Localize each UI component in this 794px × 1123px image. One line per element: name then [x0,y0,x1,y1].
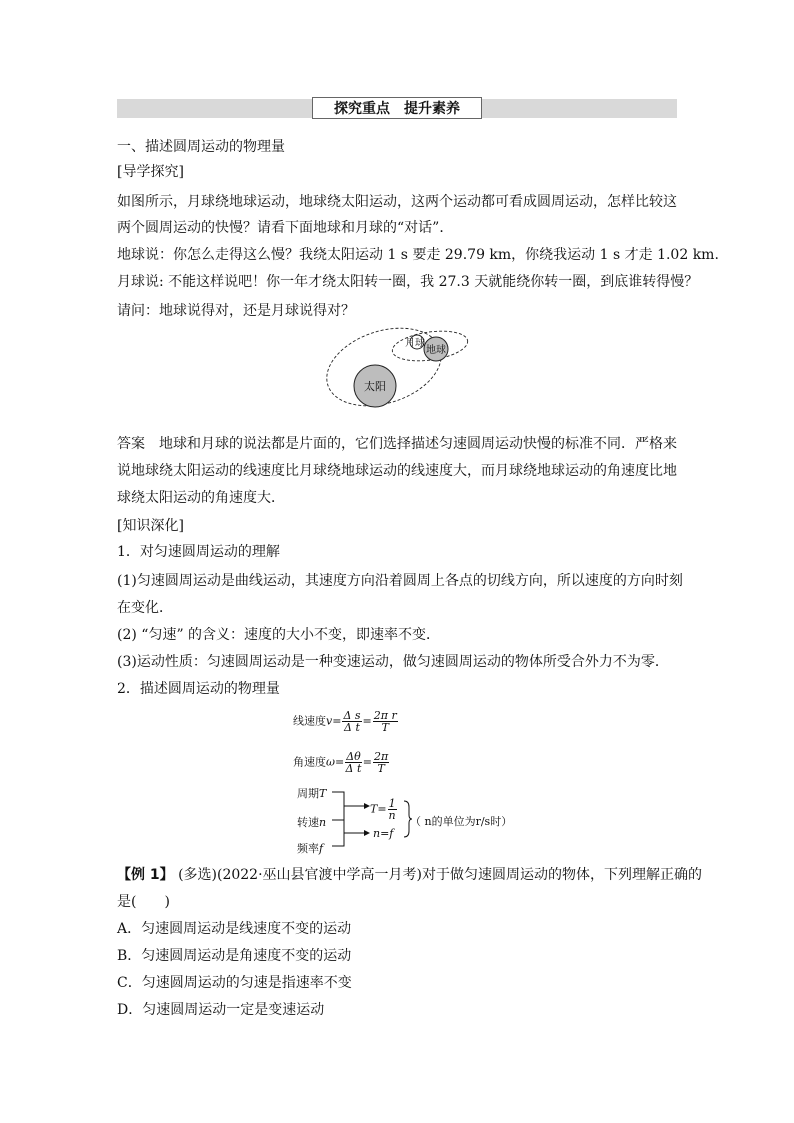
period-relation [370,798,398,821]
period-row [297,785,326,801]
answer-line-1 [117,435,677,453]
two-pi-text: 2π [374,750,389,763]
linear-speed-formula: 线速度v= $\frac{\text{Δ s}}{\text{Δ t}}$ = $\frac{\text{2π r}}{T}$ [293,709,397,734]
option-c: C．匀速圆周运动的匀速是指速率不变 [117,975,352,991]
T-eq-text: T= [370,802,387,816]
orbit-figure [322,326,470,408]
answer-line-3: 球绕太阳运动的角速度大． [117,490,285,506]
angular-speed-formula: 角速度ω= $\frac{\Delta\theta}{\text{Δ t}}$ = $\frac{2\pi}{T}$ [293,750,389,775]
option-b: B．匀速圆周运动是角速度不变的运动 [117,948,352,964]
period-T-text-2: T [377,762,385,775]
ds-dt-fraction [342,710,361,733]
frequency-relation [373,827,393,840]
deepen-tag: [知识深化] [117,518,184,534]
example-stem-cont: 是( ) [117,894,170,910]
lower-arrowhead [364,830,370,836]
period-label: 周期 [297,787,319,800]
example-tag: 【例 1】 [117,867,174,883]
dt-text-2: Δ t [345,762,362,775]
two-pi-over-T-fraction [373,751,389,774]
answer-line-2: 说地球绕太阳运动的线速度比月球绕地球运动的线速度大，而月球绕地球运动的角速度比地 [117,463,677,479]
point1-title: 1．对匀速圆周运动的理解 [117,544,280,560]
ds-text: Δ s [343,709,361,722]
linear-symbol: v [326,714,333,728]
option-a: A．匀速圆周运动是线速度不变的运动 [117,921,352,937]
banner-right-text: 提升素养 [404,101,460,117]
lower-bracket [332,820,344,846]
point1-item-1: (1)匀速圆周运动是曲线运动，其速度方向沿着圆周上各点的切线方向，所以速度的方向时刻 [117,573,683,589]
dtheta-text: Δθ [346,750,361,763]
angular-symbol: ω [326,755,335,769]
rotation-speed-label: 转速 [297,816,319,829]
sun-label: 太阳 [364,380,386,393]
n-text: n [388,809,396,822]
example-stem: (多选)(2022·巫山县官渡中学高一月考)对于做匀速圆周运动的物体，下列理解正确的 [178,867,703,883]
frequency-row [297,840,323,856]
period-T-text: T [381,721,389,734]
dtheta-dt-fraction [345,751,362,774]
rotation-speed-row [297,814,326,830]
point1-item-2: (2) “匀速” 的含义：速度的大小不变，即速率不变． [117,627,441,643]
period-symbol: T [319,787,327,800]
example-line-1 [117,866,702,884]
intro-line-1: 如图所示，月球绕地球运动，地球绕太阳运动，这两个运动都可看成圆周运动，怎样比较这 [117,194,677,210]
point1-item-1-cont: 在变化． [117,600,173,616]
section-title: 一、描述圆周运动的物理量 [117,139,285,155]
guide-tag: [导学探究] [117,164,184,180]
rotation-speed-symbol: n [319,816,327,829]
upper-bracket [332,792,344,820]
linear-speed-label: 线速度 [293,714,326,728]
moon-label: 月球 [405,338,425,349]
one-over-n-fraction [388,798,397,821]
question: 请问：地球说得对，还是月球说得对？ [117,303,355,319]
option-d: D．匀速圆周运动一定是变速运动 [117,1002,325,1018]
frequency-label: 频率 [297,842,319,855]
two-pi-r-text: 2π r [373,709,397,722]
angular-speed-label: 角速度 [293,755,326,769]
answer-text-1: 地球和月球的说法都是片面的，它们选择描述匀速圆周运动快慢的标准不同．严格来 [159,436,677,452]
section-banner-title [312,97,482,119]
unit-note: （ n的单位为r/s时） [410,815,513,828]
banner-left-text: 探究重点 [334,101,390,117]
answer-label: 答案 [117,436,145,452]
moon-says: 月球说: 不能这样说吧！你一年才绕太阳转一圈，我 27.3 天就能绕你转一圈，到底谁转得慢？ [117,274,699,290]
dt-text: Δ t [344,721,360,734]
earth-says: 地球说：你怎么走得这么慢？我绕太阳运动 1 s 要走 29.79 km，你绕我运动 1 s 才走 1.02 km. [117,247,719,263]
n-eq-f-text: n=f [373,827,394,840]
intro-line-2: 两个圆周运动的快慢？请看下面地球和月球的“对话”． [117,220,454,236]
point1-item-3: (3)运动性质：匀速圆周运动是一种变速运动，做匀速圆周运动的物体所受合外力不为零． [117,654,669,670]
two-pi-r-over-T-fraction [373,710,398,733]
point2-title: 2．描述圆周运动的物理量 [117,681,280,697]
earth-label: 地球 [426,345,446,356]
frequency-symbol: f [319,842,324,855]
one-text: 1 [388,797,396,810]
